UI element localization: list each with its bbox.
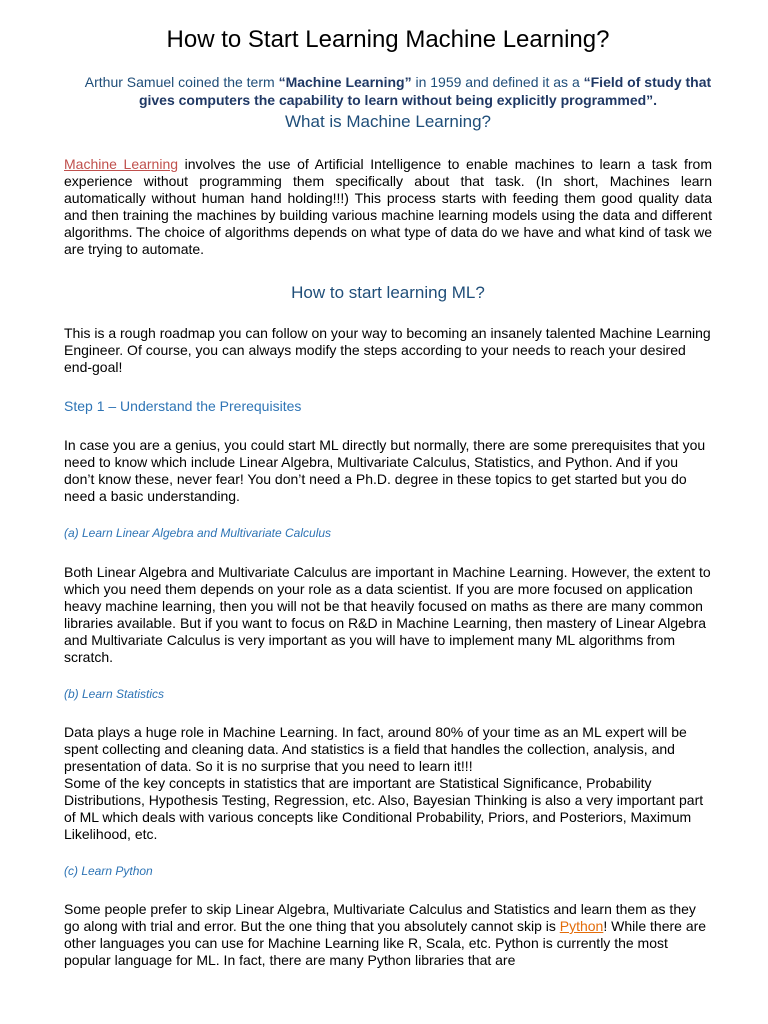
sub-a-heading: (a) Learn Linear Algebra and Multivariate Calculus — [64, 526, 332, 540]
intro-text-1: Arthur Samuel coined the term — [84, 73, 279, 90]
sub-b-block — [64, 686, 712, 702]
sub-c-text-pre: Some people prefer to skip Linear Algebra, Multivariate Calculus and Statistics and learn them as they go along with trial and error. But the one thing that you absolutely cannot skip is — [64, 901, 696, 934]
sub-a-paragraph: Both Linear Algebra and Multivariate Calculus are important in Machine Learning. However, the extent to which you need them depends on your role as a data scientist. If you are more focused on application heavy machine learning, then you will not be that heavily focused on maths as there are many common libraries available. But if you want to focus on R&D in Machine Learning, then mastery of Linear Algebra and Multivariate Calculus is very important as you will have to implement many ML algorithms from scratch. — [64, 564, 711, 665]
sub-a-block — [64, 525, 712, 541]
machine-learning-link[interactable]: Machine Learning — [64, 156, 179, 172]
section-heading-what-is-ml: What is Machine Learning? — [284, 111, 491, 131]
intro-paragraph — [64, 73, 712, 109]
step1-body — [64, 437, 712, 505]
step1-paragraph: In case you are a genius, you could start ML directly but normally, there are some prerequisites that you need to know which include Linear Algebra, Multivariate Calculus, Statistics, and Python. And if you don’t know these, never fear! You don’t need a Ph.D. degree in these topics to get started but you do need a basic understanding. — [64, 437, 706, 504]
intro-definition: “Field of study that gives computers the capability to learn without being explicitly programmed” — [138, 73, 712, 108]
step1-heading: Step 1 – Understand the Prerequisites — [64, 398, 302, 414]
sub-b-body — [64, 724, 712, 843]
how-to-start-body — [64, 325, 712, 376]
sub-c-text-post: ! While there are other languages you can use for Machine Learning like R, Scala, etc. Python is currently the most popular language for ML. In fact, there are many Python libraries that are — [64, 918, 707, 968]
sub-c-heading: (c) Learn Python — [64, 864, 153, 878]
intro-term: “Machine Learning” — [278, 73, 412, 90]
what-is-ml-paragraph — [64, 156, 712, 258]
sub-a-body — [64, 564, 712, 666]
sub-c-body — [64, 901, 712, 969]
how-to-start-paragraph: This is a rough roadmap you can follow on your way to becoming an insanely talented Machine Learning Engineer. Of course, you can always modify the steps according to your needs to reach your desired end-goal! — [64, 325, 711, 375]
intro-period: . — [653, 91, 658, 108]
sub-b-heading: (b) Learn Statistics — [64, 687, 165, 701]
sub-b-paragraph-1: Data plays a huge role in Machine Learning. In fact, around 80% of your time as an ML expert will be spent collecting and cleaning data. And statistics is a field that handles the collection, analysis, and presentation of data. So it is no surprise that you need to learn it!!! — [64, 724, 687, 774]
python-link[interactable]: Python — [559, 918, 604, 934]
what-is-ml-text: involves the use of Artificial Intelligence to enable machines to learn a task from experience without programming them specifically about that task. (In short, Machines learn automatically without human hand holding!!!) This process starts with feeding them good quality data and then training the machines by building various machine learning models using the data and different algorithms. The choice of algorithms depends on what type of data do we have and what kind of task we are trying to automate. — [64, 156, 712, 257]
sub-b-paragraph-2: Some of the key concepts in statistics that are important are Statistical Significance, Probability Distributions, Hypothesis Testing, Regression, etc. Also, Bayesian Thinking is also a very important part of ML which deals with various concepts like Conditional Probability, Priors, and Posteriors, Maximum Likelihood, etc. — [64, 775, 704, 842]
page-title: How to Start Learning Machine Learning? — [166, 26, 610, 53]
section-what-is-ml-body — [64, 156, 712, 258]
step1-block — [64, 398, 712, 415]
section-how-to-start — [64, 282, 712, 304]
intro-text-2: in 1959 and defined it as a — [411, 73, 584, 90]
section-heading-how-to-start: How to start learning ML? — [291, 283, 485, 302]
sub-c-block — [64, 863, 712, 879]
sub-c-paragraph — [64, 901, 712, 969]
